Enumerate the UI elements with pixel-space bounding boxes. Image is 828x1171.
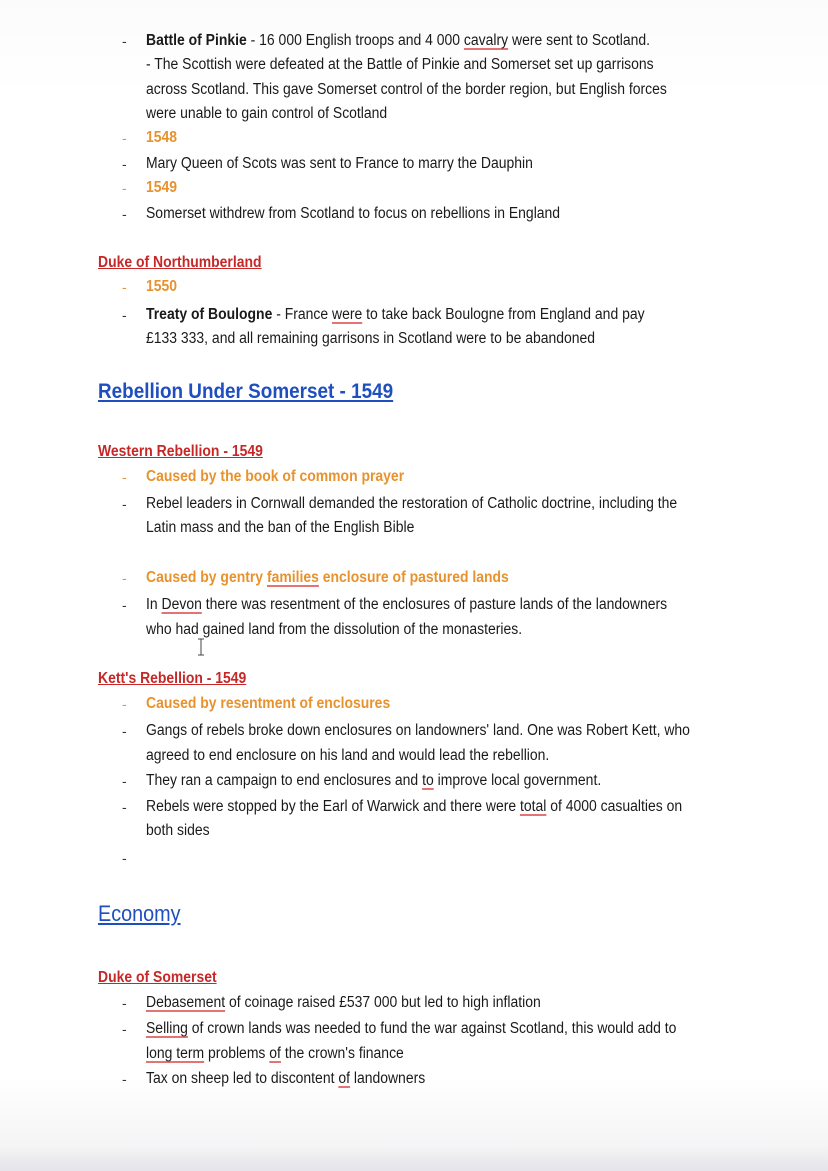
pinkie-line-2: - The Scottish were defeated at the Battle of Pinkie and Somerset set up garrisons: [146, 56, 654, 73]
economy-point-1: Debasement of coinage raised £537 000 but led to high inflation: [146, 994, 541, 1011]
kett-cause: Caused by resentment of enclosures: [146, 695, 391, 712]
bullet: -: [122, 496, 127, 512]
western-heading: Western Rebellion - 1549: [98, 443, 263, 460]
kett-heading: Kett's Rebellion - 1549: [98, 670, 247, 687]
northumberland-heading: Duke of Northumberland: [98, 254, 262, 271]
text-cursor-icon: [197, 638, 205, 656]
mary-line: Mary Queen of Scots was sent to France to marry the Dauphin: [146, 155, 533, 172]
empty-bullet: -: [122, 850, 127, 866]
bullet: -: [122, 1021, 127, 1037]
bullet: -: [122, 773, 127, 789]
withdrew-line: Somerset withdrew from Scotland to focus on rebellions in England: [146, 205, 561, 222]
kett-point-2: They ran a campaign to end enclosures and to improve local government.: [146, 772, 602, 789]
treaty-line-2: £133 333, and all remaining garrisons in Scotland were to be abandoned: [146, 330, 596, 347]
bullet: -: [122, 1071, 127, 1087]
western-cause-1: Caused by the book of common prayer: [146, 468, 405, 485]
treaty-line-1: Treaty of Boulogne - France were to take back Boulogne from England and pay: [146, 306, 645, 323]
economy-point-2-l2: long term problems of the crown's finance: [146, 1045, 404, 1062]
bullet: -: [122, 799, 127, 815]
bullet: -: [122, 130, 127, 146]
rebellion-heading: Rebellion Under Somerset - 1549: [98, 380, 394, 403]
bullet: -: [122, 696, 127, 712]
bullet: -: [122, 156, 127, 172]
bullet: -: [122, 307, 127, 323]
year-1549: 1549: [146, 179, 178, 196]
economy-heading: Economy: [98, 901, 181, 926]
western-point-2-l2: who had gained land from the dissolution of the monasteries.: [146, 621, 523, 638]
bullet: -: [122, 33, 127, 49]
page-bottom-shadow: [0, 1147, 828, 1171]
kett-point-1-l1: Gangs of rebels broke down enclosures on landowners' land. One was Robert Kett, who: [146, 722, 690, 739]
kett-point-1-l2: agreed to end enclosure on his land and would lead the rebellion.: [146, 747, 550, 764]
western-point-2-l1: In Devon there was resentment of the enclosures of pasture lands of the landowners: [146, 596, 668, 613]
western-cause-2: Caused by gentry families enclosure of pastured lands: [146, 569, 509, 586]
bullet: -: [122, 723, 127, 739]
economy-point-2-l1: Selling of crown lands was needed to fund the war against Scotland, this would add to: [146, 1020, 677, 1037]
pinkie-line-4: were unable to gain control of Scotland: [146, 105, 388, 122]
bullet: -: [122, 206, 127, 222]
year-1550: 1550: [146, 278, 178, 295]
western-point-1-l1: Rebel leaders in Cornwall demanded the restoration of Catholic doctrine, including the: [146, 495, 678, 512]
western-point-1-l2: Latin mass and the ban of the English Bible: [146, 519, 415, 536]
bullet: -: [122, 570, 127, 586]
bullet: -: [122, 597, 127, 613]
bullet: -: [122, 995, 127, 1011]
bullet: -: [122, 279, 127, 295]
economy-point-3: Tax on sheep led to discontent of landowners: [146, 1070, 426, 1087]
somerset-economy-heading: Duke of Somerset: [98, 969, 217, 986]
year-1548: 1548: [146, 129, 178, 146]
kett-point-3-l1: Rebels were stopped by the Earl of Warwick and there were total of 4000 casualties on: [146, 798, 683, 815]
bullet: -: [122, 469, 127, 485]
pinkie-line-3: across Scotland. This gave Somerset control of the border region, but English forces: [146, 81, 667, 98]
pinkie-line-1: Battle of Pinkie - 16 000 English troops and 4 000 cavalry were sent to Scotland.: [146, 32, 651, 49]
kett-point-3-l2: both sides: [146, 822, 210, 839]
bullet: -: [122, 180, 127, 196]
